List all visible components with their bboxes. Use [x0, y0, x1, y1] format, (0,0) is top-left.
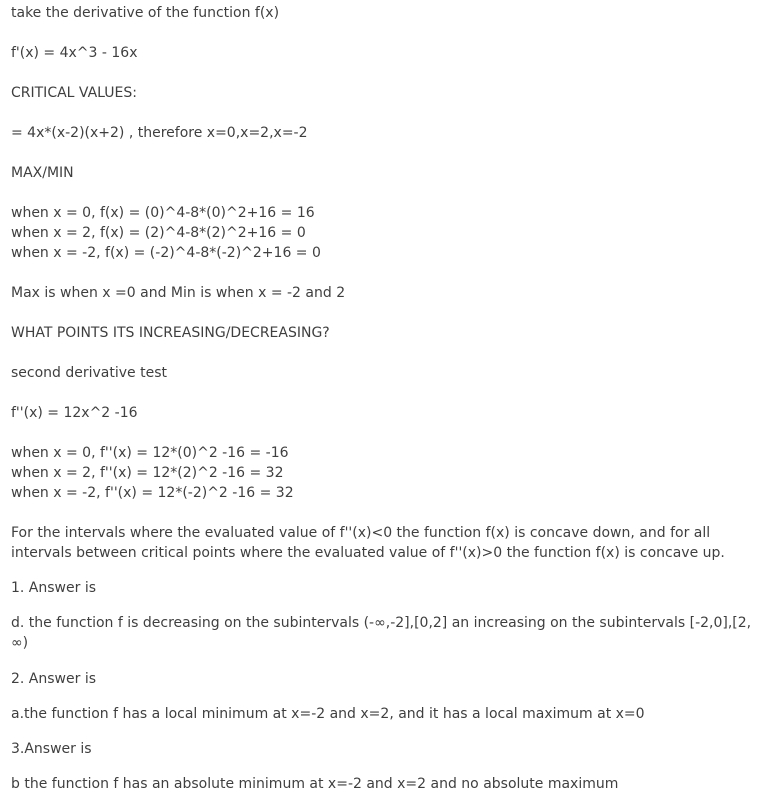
second-derivative-test-label: second derivative test	[11, 365, 168, 381]
fx-at-zero: when x = 0, f(x) = (0)^4-8*(0)^2+16 = 16	[11, 205, 315, 221]
answer-3-text: b the function f has an absolute minimum at x=-2 and x=2 and no absolute maximum	[11, 776, 619, 792]
answer-1-text: d. the function f is decreasing on the subintervals (-∞,-2],[0,2] an increasing on the subintervals [-2,0],[2, ∞)	[11, 615, 752, 651]
increasing-decreasing-heading: WHAT POINTS ITS INCREASING/DECREASING?	[11, 325, 330, 341]
answer-3-label: 3.Answer is	[11, 741, 92, 757]
fx-at-two: when x = 2, f(x) = (2)^4-8*(2)^2+16 = 0	[11, 225, 306, 241]
answer-1-label: 1. Answer is	[11, 580, 97, 596]
critical-values-heading: CRITICAL VALUES:	[11, 85, 137, 101]
critical-values-factorization: = 4x*(x-2)(x+2) , therefore x=0,x=2,x=-2	[11, 125, 308, 141]
fx-at-neg-two: when x = -2, f(x) = (-2)^4-8*(-2)^2+16 = 0	[11, 245, 321, 261]
first-derivative: f'(x) = 4x^3 - 16x	[11, 45, 138, 61]
concavity-explanation: For the intervals where the evaluated value of f''(x)<0 the function f(x) is concave down, and for all intervals between critical points where the evaluated value of f''(x)>0 the function f(x) is concave up.	[11, 525, 725, 561]
answer-2-text: a.the function f has a local minimum at x=-2 and x=2, and it has a local maximum at x=0	[11, 706, 645, 722]
answer-2-label: 2. Answer is	[11, 671, 97, 687]
fpp-at-zero: when x = 0, f''(x) = 12*(0)^2 -16 = -16	[11, 445, 289, 461]
fpp-at-neg-two: when x = -2, f''(x) = 12*(-2)^2 -16 = 32	[11, 485, 294, 501]
intro-text: take the derivative of the function f(x)	[11, 5, 280, 21]
max-min-heading: MAX/MIN	[11, 165, 74, 181]
fpp-at-two: when x = 2, f''(x) = 12*(2)^2 -16 = 32	[11, 465, 284, 481]
second-derivative: f''(x) = 12x^2 -16	[11, 405, 138, 421]
max-min-conclusion: Max is when x =0 and Min is when x = -2 and 2	[11, 285, 346, 301]
